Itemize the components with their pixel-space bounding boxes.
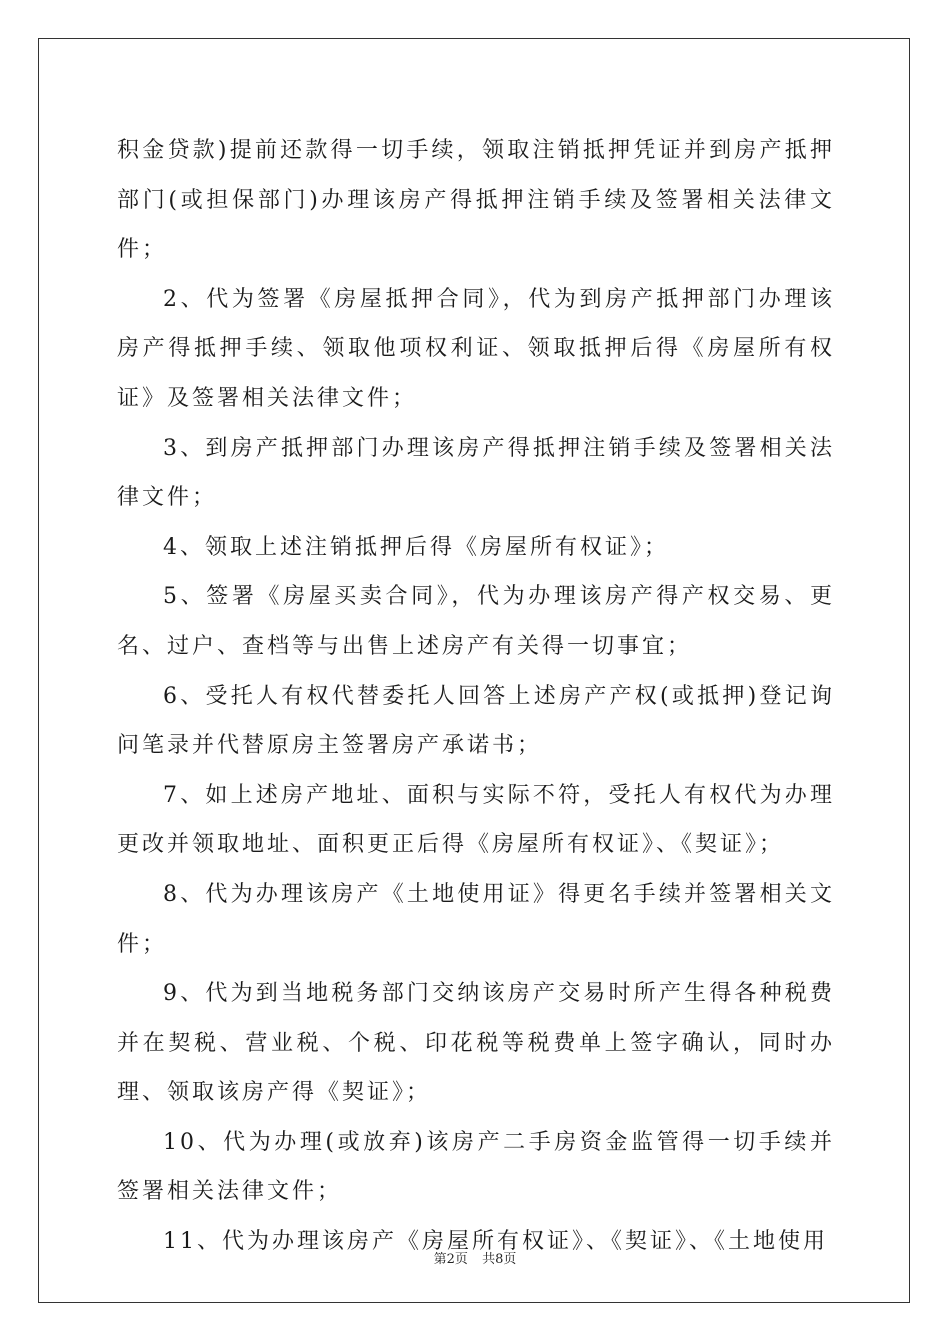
paragraph-item-6: 6、受托人有权代替委托人回答上述房产产权(或抵押)登记询问笔录并代替原房主签署房产承诺书；: [117, 683, 835, 759]
paragraph-item-4: 4、领取上述注销抵押后得《房屋所有权证》；: [163, 534, 669, 560]
paragraph-item-5: 5、签署《房屋买卖合同》，代为办理该房产得产权交易、更名、过户、查档等与出售上述房产有关得一切事宜；: [117, 584, 835, 659]
page-footer: [0, 1248, 950, 1267]
paragraph-item-9: 9、代为到当地税务部门交纳该房产交易时所产生得各种税费并在契税、营业税、个税、印花税等税费单上签字确认，同时办理、领取该房产得《契证》；: [117, 981, 835, 1106]
paragraph-item-3: 3、到房产抵押部门办理该房产得抵押注销手续及签署相关法律文件；: [117, 435, 835, 511]
document-body: [117, 126, 835, 1267]
paragraph-item-8: 8、代为办理该房产《土地使用证》得更名手续并签署相关文件；: [117, 881, 835, 957]
page-number: 第2页: [433, 1252, 468, 1267]
paragraph-item-7: 7、如上述房产地址、面积与实际不符，受托人有权代为办理更改并领取地址、面积更正后得《房屋所有权证》、《契证》；: [117, 782, 835, 858]
page-total: 共8页: [482, 1252, 517, 1267]
paragraph-continuation: 积金贷款)提前还款得一切手续，领取注销抵押凭证并到房产抵押部门(或担保部门)办理该房产得抵押注销手续及签署相关法律文件；: [117, 138, 835, 263]
paragraph-item-2: 2、代为签署《房屋抵押合同》，代为到房产抵押部门办理该房产得抵押手续、领取他项权利证、领取抵押后得《房屋所有权证》及签署相关法律文件；: [117, 286, 835, 411]
paragraph-item-10: 10、代为办理(或放弃)该房产二手房资金监管得一切手续并签署相关法律文件；: [117, 1129, 835, 1205]
paragraph-item-11: 11、代为办理该房产《房屋所有权证》、《契证》、《土地使用: [163, 1229, 828, 1255]
